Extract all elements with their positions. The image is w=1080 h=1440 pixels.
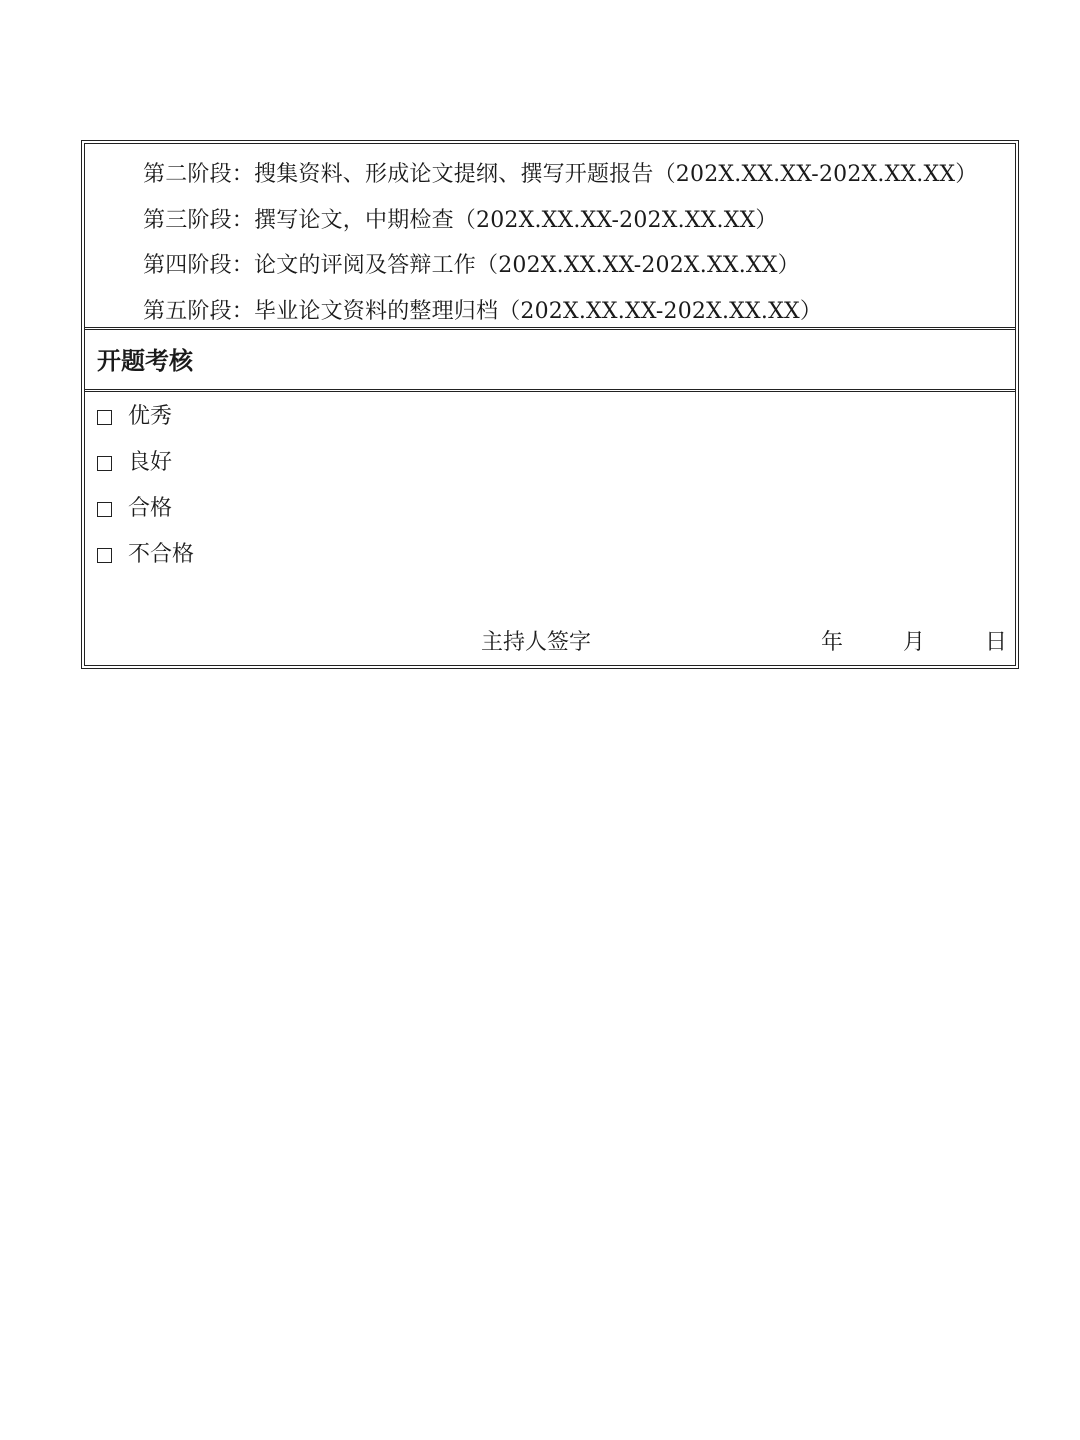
grade-option-fail[interactable]	[85, 532, 1015, 578]
grade-option-label: 良好	[128, 450, 173, 475]
signature-line	[85, 625, 1015, 655]
proposal-form-table	[81, 140, 1019, 669]
checkbox-icon[interactable]	[97, 410, 112, 425]
grade-option-good[interactable]	[85, 440, 1015, 486]
date-month-label: 月	[903, 630, 926, 655]
grade-option-excellent[interactable]	[85, 394, 1015, 440]
grade-option-label: 不合格	[128, 542, 195, 567]
review-section-title: 开题考核	[85, 327, 1015, 389]
grade-option-label: 合格	[128, 496, 173, 521]
grading-cell	[85, 389, 1015, 665]
host-signature-label: 主持人签字	[481, 630, 592, 655]
form-table-inner	[84, 143, 1016, 666]
grade-option-label: 优秀	[128, 404, 173, 429]
stage-line: 第二阶段：搜集资料、形成论文提纲、撰写开题报告（202X.XX.XX-202X.XX.XX）	[143, 162, 978, 187]
checkbox-icon[interactable]	[97, 502, 112, 517]
stage-line: 第五阶段：毕业论文资料的整理归档（202X.XX.XX-202X.XX.XX）	[143, 298, 823, 324]
date-day-label: 日	[985, 630, 1008, 655]
schedule-stages-cell	[85, 144, 1015, 327]
grade-option-pass[interactable]	[85, 486, 1015, 532]
date-year-label: 年	[821, 630, 844, 655]
stage-line: 第四阶段：论文的评阅及答辩工作（202X.XX.XX-202X.XX.XX）	[143, 253, 800, 278]
stage-line: 第三阶段：撰写论文，中期检查（202X.XX.XX-202X.XX.XX）	[143, 207, 778, 233]
checkbox-icon[interactable]	[97, 456, 112, 471]
checkbox-icon[interactable]	[97, 548, 112, 563]
